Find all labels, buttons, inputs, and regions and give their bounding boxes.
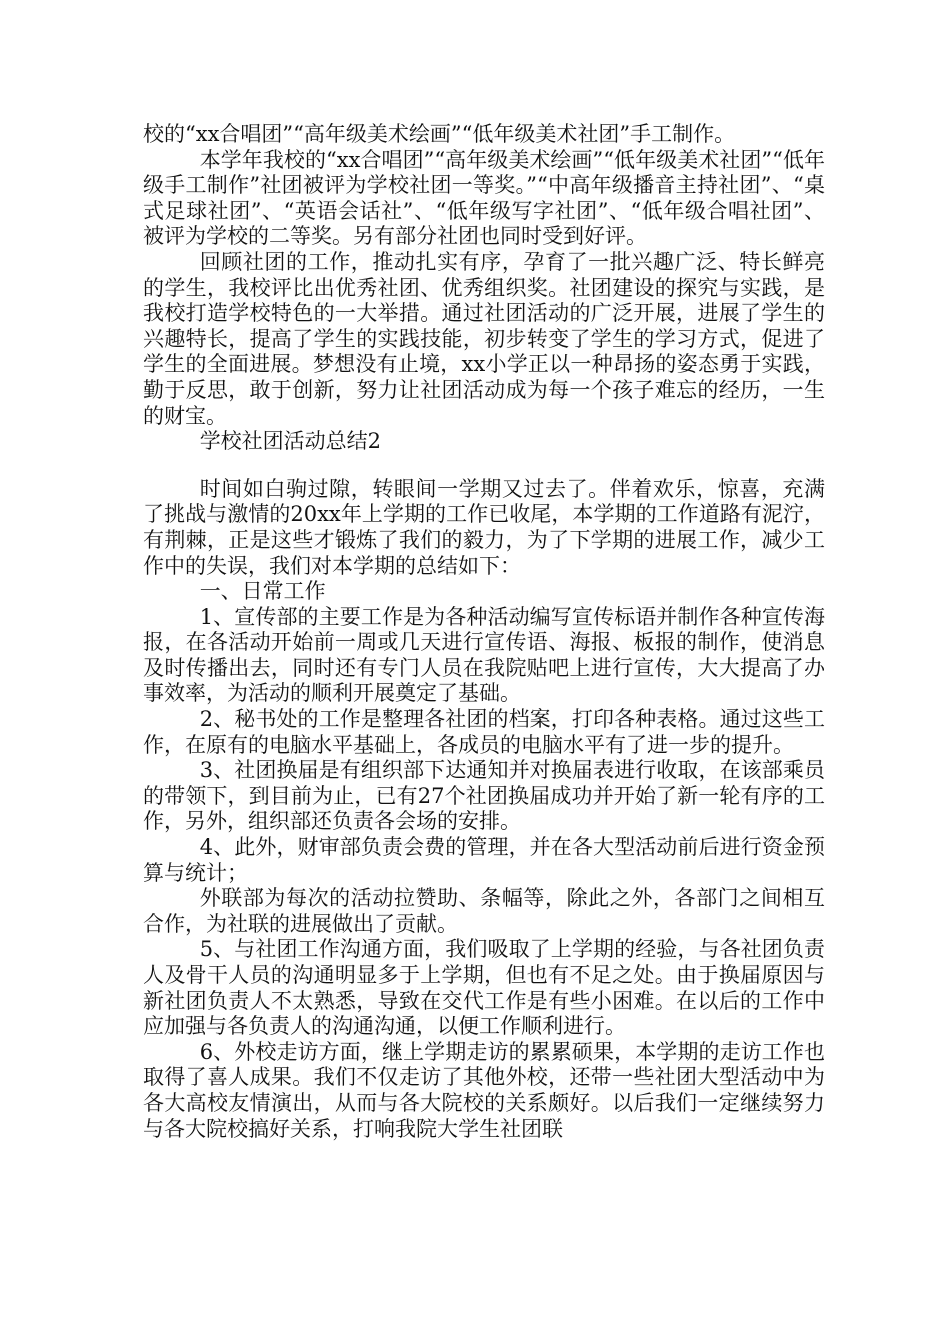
heading-daily-work: 一、日常工作 <box>199 579 326 604</box>
document-body <box>143 122 825 1142</box>
paragraph-review: 回顾社团的工作，推动扎实有序，孕育了一批兴趣广泛、特长鲜亮的学生，我校评比出优秀社团、优秀组织奖。社团建设的探究与实践，是我校打造学校特色的一大举措。通过社团活动的广泛开展，进展了学生的兴趣特长，提高了学生的实践技能，初步转变了学生的学习方式，促进了学生的全面进展。梦想没有止境，xx小学正以一种昂扬的姿态勇于实践，勤于反思，敢于创新，努力让社团活动成为每一个孩子难忘的经历，一生的财宝。 <box>143 249 825 428</box>
paragraph-intro: 时间如白驹过隙，转眼间一学期又过去了。伴着欢乐，惊喜，充满了挑战与激情的20xx年上学期的工作已收尾，本学期的工作道路有泥泞，有荆棘，正是这些才锻炼了我们的毅力，为了下学期的进展工作，减少工作中的失误，我们对本学期的总结如下： <box>143 476 825 578</box>
paragraph-item-6-visits: 6、外校走访方面，继上学期走访的累累硕果，本学期的走访工作也取得了喜人成果。我们不仅走访了其他外校，还带一些社团大型活动中为各大高校友情演出，从而与各大院校的关系颇好。以后我们一定继续努力与各大院校搞好关系，打响我院大学生社团联 <box>143 1039 825 1141</box>
paragraph-external-relations: 外联部为每次的活动拉赞助、条幅等，除此之外，各部门之间相互合作，为社联的进展做出了贡献。 <box>143 886 825 936</box>
paragraph-item-5-communication: 5、与社团工作沟通方面，我们吸取了上学期的经验，与各社团负责人及骨干人员的沟通明显多于上学期，但也有不足之处。由于换届原因与新社团负责人不太熟悉，导致在交代工作是有些小困难。在以后的工作中应加强与各负责人的沟通沟通，以便工作顺利进行。 <box>143 937 825 1039</box>
paragraph-awards: 本学年我校的“xx合唱团”“高年级美术绘画”“低年级美术社团”“低年级手工制作”社团被评为学校社团一等奖。”“中高年级播音主持社团”、“桌式足球社团”、“英语会话社”、“低年级写字社团”、“低年级合唱社团”、被评为学校的二等奖。另有部分社团也同时受到好评。 <box>143 147 825 249</box>
paragraph-item-3-reelection: 3、社团换届是有组织部下达通知并对换届表进行收取，在该部乘员的带领下，到目前为止，已有27个社团换届成功并开始了新一轮有序的工作，另外，组织部还负责各会场的安排。 <box>143 758 825 834</box>
section-title-summary-2: 学校社团活动总结2 <box>199 429 382 454</box>
paragraph-choir-continuation: 校的“xx合唱团”“高年级美术绘画”“低年级美术社团”手工制作。 <box>143 122 736 146</box>
paragraph-item-2-secretariat: 2、秘书处的工作是整理各社团的档案，打印各种表格。通过这些工作，在原有的电脑水平基础上，各成员的电脑水平有了进一步的提升。 <box>143 707 825 757</box>
paragraph-item-4-finance: 4、此外，财审部负责会费的管理，并在各大型活动前后进行资金预算与统计； <box>143 835 825 885</box>
paragraph-item-1-publicity: 1、宣传部的主要工作是为各种活动编写宣传标语并制作各种宣传海报，在各活动开始前一周或几天进行宣传语、海报、板报的制作，使消息及时传播出去，同时还有专门人员在我院贴吧上进行宣传，大大提高了办事效率，为活动的顺利开展奠定了基础。 <box>143 604 825 706</box>
